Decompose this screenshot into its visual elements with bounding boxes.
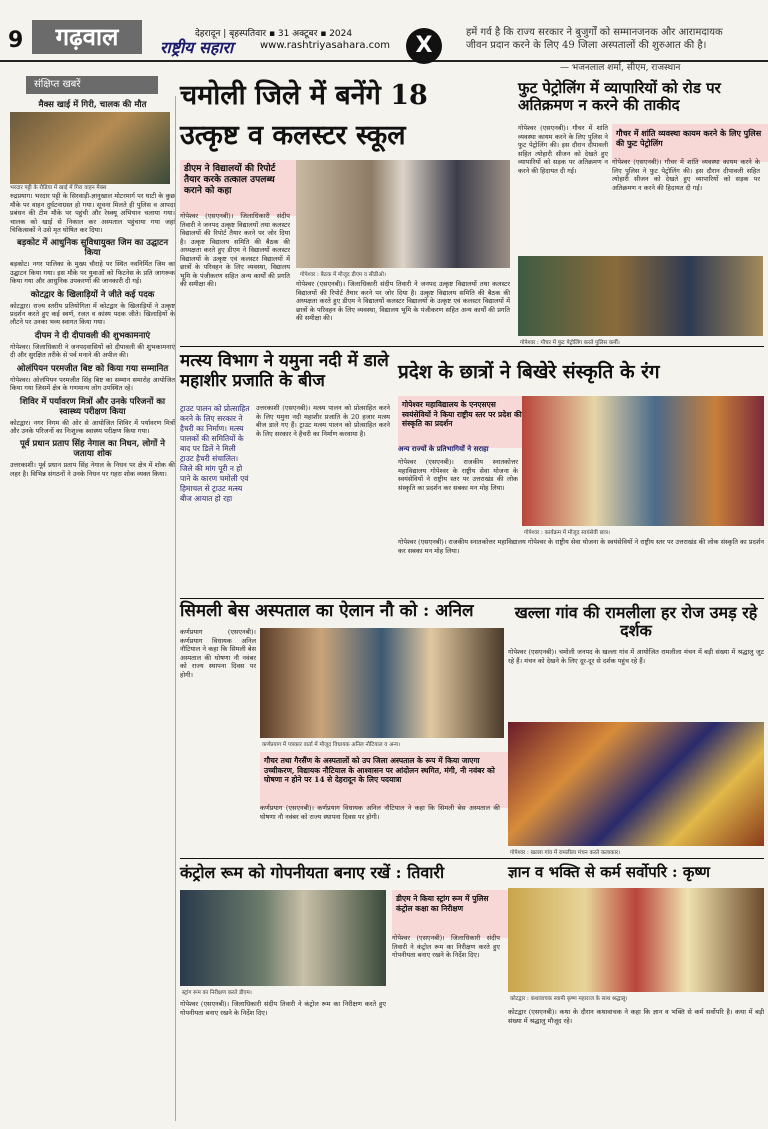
ramleela-photo [508,722,764,846]
x-logo-icon: X [406,28,442,64]
lead-photo [296,160,510,268]
control-highlight: डीएम ने किया स्ट्रांग रूम में पुलिस कंट्रोल कक्षा का निरीक्षण [392,890,508,938]
lead-photo-caption: गोपेश्वर : बैठक में मौजूद डीएम व सीडीओ। [300,272,386,278]
website-link[interactable]: www.rashtriyasahara.com [260,40,391,51]
control-photo [180,890,386,986]
hospital-text: कर्णप्रयाग (एसएनबी)। कर्णप्रयाग विधायक अनिल नौटियाल ने कहा कि सिमली बेस अस्पताल की घोषणा नौ नवंबर को राज्य स्थापना दिवस पर होगी। [180,628,256,679]
divider [180,858,764,859]
gyan-photo-caption: कोटद्वार : कथावाचक स्वामी कृष्ण महाराज के साथ श्रद्धालु। [510,996,628,1002]
side-story5-title: ओलंपियन परमजीत बिष्ट को किया गया सम्मानित [16,363,169,374]
lead-highlight: डीएम ने विद्यालयों की रिपोर्ट तैयार करके तत्काल उपलब्ध कराने को कहा [180,160,298,216]
control-photo-caption: स्ट्रांग रूम का निरीक्षण करते डीएम। [182,990,252,996]
control-text-col2: गोपेश्वर (एसएनबी)। जिलाधिकारी संदीप तिवारी ने कंट्रोल रूम का निरीक्षण करते हुए गोपनीयता बनाए रखने के निर्देश दिए। [392,934,500,959]
culture-photo-caption: गोपेश्वर : कार्यक्रम में मौजूद स्वयंसेवी छात्र। [524,530,610,536]
lead-title-line2: उत्कृष्ट व कलस्टर स्कूल [180,120,406,151]
x-quote: हमें गर्व है कि राज्य सरकार ने बुजुर्गों को सम्मानजनक और आरामदायक जीवन प्रदान करने के लिए 49 जिला अस्पतालों की शुरुआत की है। [466,27,723,51]
hospital-title: सिमली बेस अस्पताल का ऐलान नौ को : अनिल [180,601,474,621]
lead-text-col1: गोपेश्वर (एसएनबी)। जिलाधिकारी संदीप तिवारी ने जनपद उत्कृष्ट विद्यालयों तथा कलस्टर विद्यालयों की रिपोर्ट तैयार करने पर जोर दिया है। उत्कृष्ट विद्यालय समिति की बैठक की अध्यक्षता करते हुए डीएम ने विद्यालयों कलस्टर विद्यालयों के उत्कृष्ट एवं कलस्टर विद्यालयों में छात्रों के परिवहन के लिए व्यवस्था, विद्यालय भूमि के पंजीकरण सहित अन्य कार्यों की प्रगति की समीक्षा की। [180,212,290,288]
fp-text: गोपेश्वर (एसएनबी)। गौचर में शांति व्यवस्था कायम करने के लिए पुलिस ने फुट पेट्रोलिंग की। इस दौरान दीपावली सहित त्योहारी सीजन को देखते हुए व्यापारियों को सड़क पर अतिक्रमण न करने की हिदायत दी गई। [518,124,608,175]
ramleela-title: खल्ला गांव की रामलीला हर रोज उमड़ रहे दर्शक [514,603,758,641]
sidebar-header: संक्षिप्त खबरें [26,76,158,94]
ramleela-text: गोपेश्वर (एसएनबी)। चमोली जनपद के खल्ला गांव में आयोजित रामलीला मंचन में बड़ी संख्या में श्रद्धालु जुट रहे हैं। मंचन को देखने के लिए दूर-दूर से दर्शक पहुंच रहे हैं। [508,648,764,665]
side-story1-title: मैक्स खाई में गिरी, चालक की मौत [38,100,147,110]
x-byline: — भजनलाल शर्मा, सीएम, राजस्थान [560,63,681,73]
fp-photo-caption: गोपेश्वर : गौचर में फुट पेट्रोलिंग करते पुलिस कर्मी। [520,340,620,346]
ramleela-photo-caption: गोपेश्वर : खल्ला गांव में रामलीला मंचन करते कलाकार। [510,850,621,856]
side-story4-text: गोपेश्वर। जिलाधिकारी ने जनपदवासियों को दीपावली की शुभकामनाएं दी और सुरक्षित तरीके से पर्व मनाने की अपील की। [10,342,175,360]
fish-sidebox: ट्राउट पालन को प्रोत्साहित करने के लिए सरकार ने हैचरी का निर्माण। मत्स्य पालकों की समितियों के बाद पर डिलें ने मिली ट्राउट हैचरी संचालित। जिले की मांग पूरी न हो पाने के कारण चमोली एवं हिमाचल से ट्राउट मत्स्य बीज आयात हो रहा [180,404,250,503]
side-story2-title: बड़कोट में आधुनिक सुविधायुक्त जिम का उद्घाटन किया [16,238,169,259]
side-story7-title: पूर्व प्रधान प्रताप सिंह नेगाल का निधन, लोगों ने जताया शोक [19,439,166,460]
hospital-highlight: गौचर तथा गैरसैंण के अस्पतालों को उप जिला अस्पताल के रूप में किया जाएगा उच्चीकरण, विद्यायक नौटियाल के आश्वासन पर आंदोलन स्थगित, मंगी, नी नवंबर को घोषणा न होने पर 14 से देहरादून के लिए पदयात्रा [260,752,508,808]
fp-photo [518,256,763,336]
gyan-text: कोटद्वार (एसएनबी)। कथा के दौरान कथावाचक ने कहा कि ज्ञान व भक्ति से कर्म सर्वोपरि है। कथा में बड़ी संख्या में श्रद्धालु मौजूद रहे। [508,1008,764,1025]
fp-highlight: गौचर में शांति व्यवस्था कायम करने के लिए पुलिस की फुट पेट्रोलिंग [612,124,768,162]
side-story3-title: कोटद्वार के खिलाड़ियों ने जीते कई पदक [30,289,155,300]
divider [180,598,764,599]
side-story3-text: कोटद्वार। राज्य स्तरीय प्रतियोगिता में कोटद्वार के खिलाड़ियों ने उत्कृष्ट प्रदर्शन करते हुए कई स्वर्ण, रजत व कांस्य पदक जीते। खिलाड़ियों के लौटने पर उनका भव्य स्वागत किया गया। [10,301,175,327]
hospital-photo-caption: कर्णप्रयाग में पत्रकार वार्ता में मौजूद विधायक अनिल नौटियाल व अन्य। [262,742,401,748]
side-story2-text: बड़कोट। नगर पालिका के मुख्य चौराहे पर स्थित नवनिर्मित जिम का उद्घाटन किया गया। इस मौके पर युवाओं को फिटनेस के प्रति जागरूक किया गया और आधुनिक उपकरणों की जानकारी दी गई। [10,260,175,286]
section-title: गढ़वाल [32,20,142,54]
side-story6-title: शिविर में पर्यावरण मित्रों और उनके परिजनों का स्वास्थ्य परीक्षण किया [19,396,166,417]
culture-text: गोपेश्वर (एसएनबी)। राजकीय स्नातकोत्तर महाविद्यालय गोपेश्वर के राष्ट्रीय सेवा योजना के स्वयंसेवियों ने राष्ट्रीय स्तर पर उत्तराखंड की लोक संस्कृति का प्रदर्शन कर सबका मन मोह लिया। [398,458,518,492]
hospital-photo [260,628,504,738]
fish-title: मत्स्य विभाग ने यमुना नदी में डाले महाशीर प्रजाति के बीज [180,351,389,391]
fish-text: उत्तरकाशी (एसएनबी)। मत्स्य पालन को प्रोत्साहित करने के लिए यमुना नदी महाशीर प्रजाति के 20 हजार मत्स्य बीज डाले गए हैं। ट्राउट मत्स्य पालन को प्रोत्साहित करने के लिए सरकार ने हैचरी का निर्माण करवाया है। [256,404,390,438]
control-text: गोपेश्वर (एसएनबी)। जिलाधिकारी संदीप तिवारी ने कंट्रोल रूम का निरीक्षण करते हुए गोपनीयता बनाए रखने के निर्देश दिए। [180,1000,386,1017]
gyan-photo [508,888,764,992]
culture-title: प्रदेश के छात्रों ने बिखेरे संस्कृति के रंग [398,361,660,383]
page-number: 9 [8,28,24,53]
culture-highlight: गोपेश्वर महाविद्यालय के एनएसएस स्वयंसेवियों ने किया राष्ट्रीय स्तर पर प्रदेश की संस्कृति का प्रदर्शन [398,396,526,448]
dateline: देहरादून | बृहस्पतिवार ▪ 31 अक्टूबर ▪ 2024 [195,29,353,39]
side-story4-title: दीपम ने दी दीपावली की शुभकामनाएं [34,330,151,341]
side-story5-text: गोपेश्वर। ओलंपियन परमजीत सिंह बिष्ट का सम्मान समारोह आयोजित किया गया जिसमें क्षेत्र के गणमान्य लोग उपस्थित रहे। [10,375,175,393]
newspaper-logo: राष्ट्रीय सहारा [160,38,234,57]
hospital-text-col2: कर्णप्रयाग (एसएनबी)। कर्णप्रयाग विधायक अनिल नौटियाल ने कहा कि सिमली बेस अस्पताल की घोषणा नौ नवंबर को राज्य स्थापना दिवस पर होगी। [260,804,500,821]
fp-title: फुट पेट्रोलिंग में व्यापारियों को रोड पर अतिक्रमण न करने की ताकीद [518,79,721,115]
culture-photo [522,396,764,526]
control-title: कंट्रोल रूम को गोपनीयता बनाए रखें : तिवारी [180,863,445,882]
lead-text-col2: गोपेश्वर (एसएनबी)। जिलाधिकारी संदीप तिवारी ने जनपद उत्कृष्ट विद्यालयों तथा कलस्टर विद्यालयों की रिपोर्ट तैयार करने पर जोर दिया है। उत्कृष्ट विद्यालय समिति की बैठक की अध्यक्षता करते हुए डीएम ने विद्यालयों कलस्टर विद्यालयों के उत्कृष्ट एवं कलस्टर विद्यालयों में छात्रों के परिवहन के लिए व्यवस्था, विद्यालय भूमि के पंजीकरण सहित अन्य कार्यों की प्रगति की समीक्षा की। [296,280,510,322]
side-story1-caption: भरदार पट्टी के रौडिया में खाई में गिरा वाहन मैक्स [10,185,107,191]
side-story7-text: उत्तरकाशी। पूर्व प्रधान प्रताप सिंह नेगाल के निधन पर क्षेत्र में शोक की लहर है। विभिन्न संगठनों ने उनके निधन पर गहरा शोक व्यक्त किया। [10,461,175,478]
fp-text-col2: गोपेश्वर (एसएनबी)। गौचर में शांति व्यवस्था कायम करने के लिए पुलिस ने फुट पेट्रोलिंग की। इस दौरान दीपावली सहित त्योहारी सीजन को देखते हुए व्यापारियों को सड़क पर अतिक्रमण न करने की हिदायत दी गई। [612,158,760,192]
lead-title-line1: चमोली जिले में बनेंगे 18 [180,80,428,111]
sidebar-column [10,96,176,1121]
accident-photo [10,112,170,184]
gyan-title: ज्ञान व भक्ति से कर्म सर्वोपरि : कृष्ण [508,863,711,881]
divider [180,346,764,347]
side-story6-text: कोटद्वार। नगर निगम की ओर से आयोजित शिविर में पर्यावरण मित्रों और उनके परिजनों का निःशुल्क स्वास्थ्य परीक्षण किया गया। [10,418,175,435]
culture-sub: अन्य राज्यों के प्रतिभागियों ने सराहा [398,444,489,453]
side-story1-text: रुद्रप्रयाग। भरदार पट्टी के सिरवाड़ी-ज्ञानुखाल मोटरमार्ग पर घाटी के कुछ मौके पर वाहन दुर्घटनाग्रस्त हो गया। सूचना मिलते ही पुलिस व आपदा प्रबंधन की टीम मौके पर पहुंची और रेस्क्यू अभियान चलाया गया। चालक को खाई से निकाल कर अस्पताल पहुंचाया गया जहां चिकित्सकों ने उसे मृत घोषित कर दिया। [10,192,175,235]
culture-text-wide: गोपेश्वर (एसएनबी)। राजकीय स्नातकोत्तर महाविद्यालय गोपेश्वर के राष्ट्रीय सेवा योजना के स्वयंसेवियों ने राष्ट्रीय स्तर पर उत्तराखंड की लोक संस्कृति का प्रदर्शन कर सबका मन मोह लिया। [398,538,764,555]
